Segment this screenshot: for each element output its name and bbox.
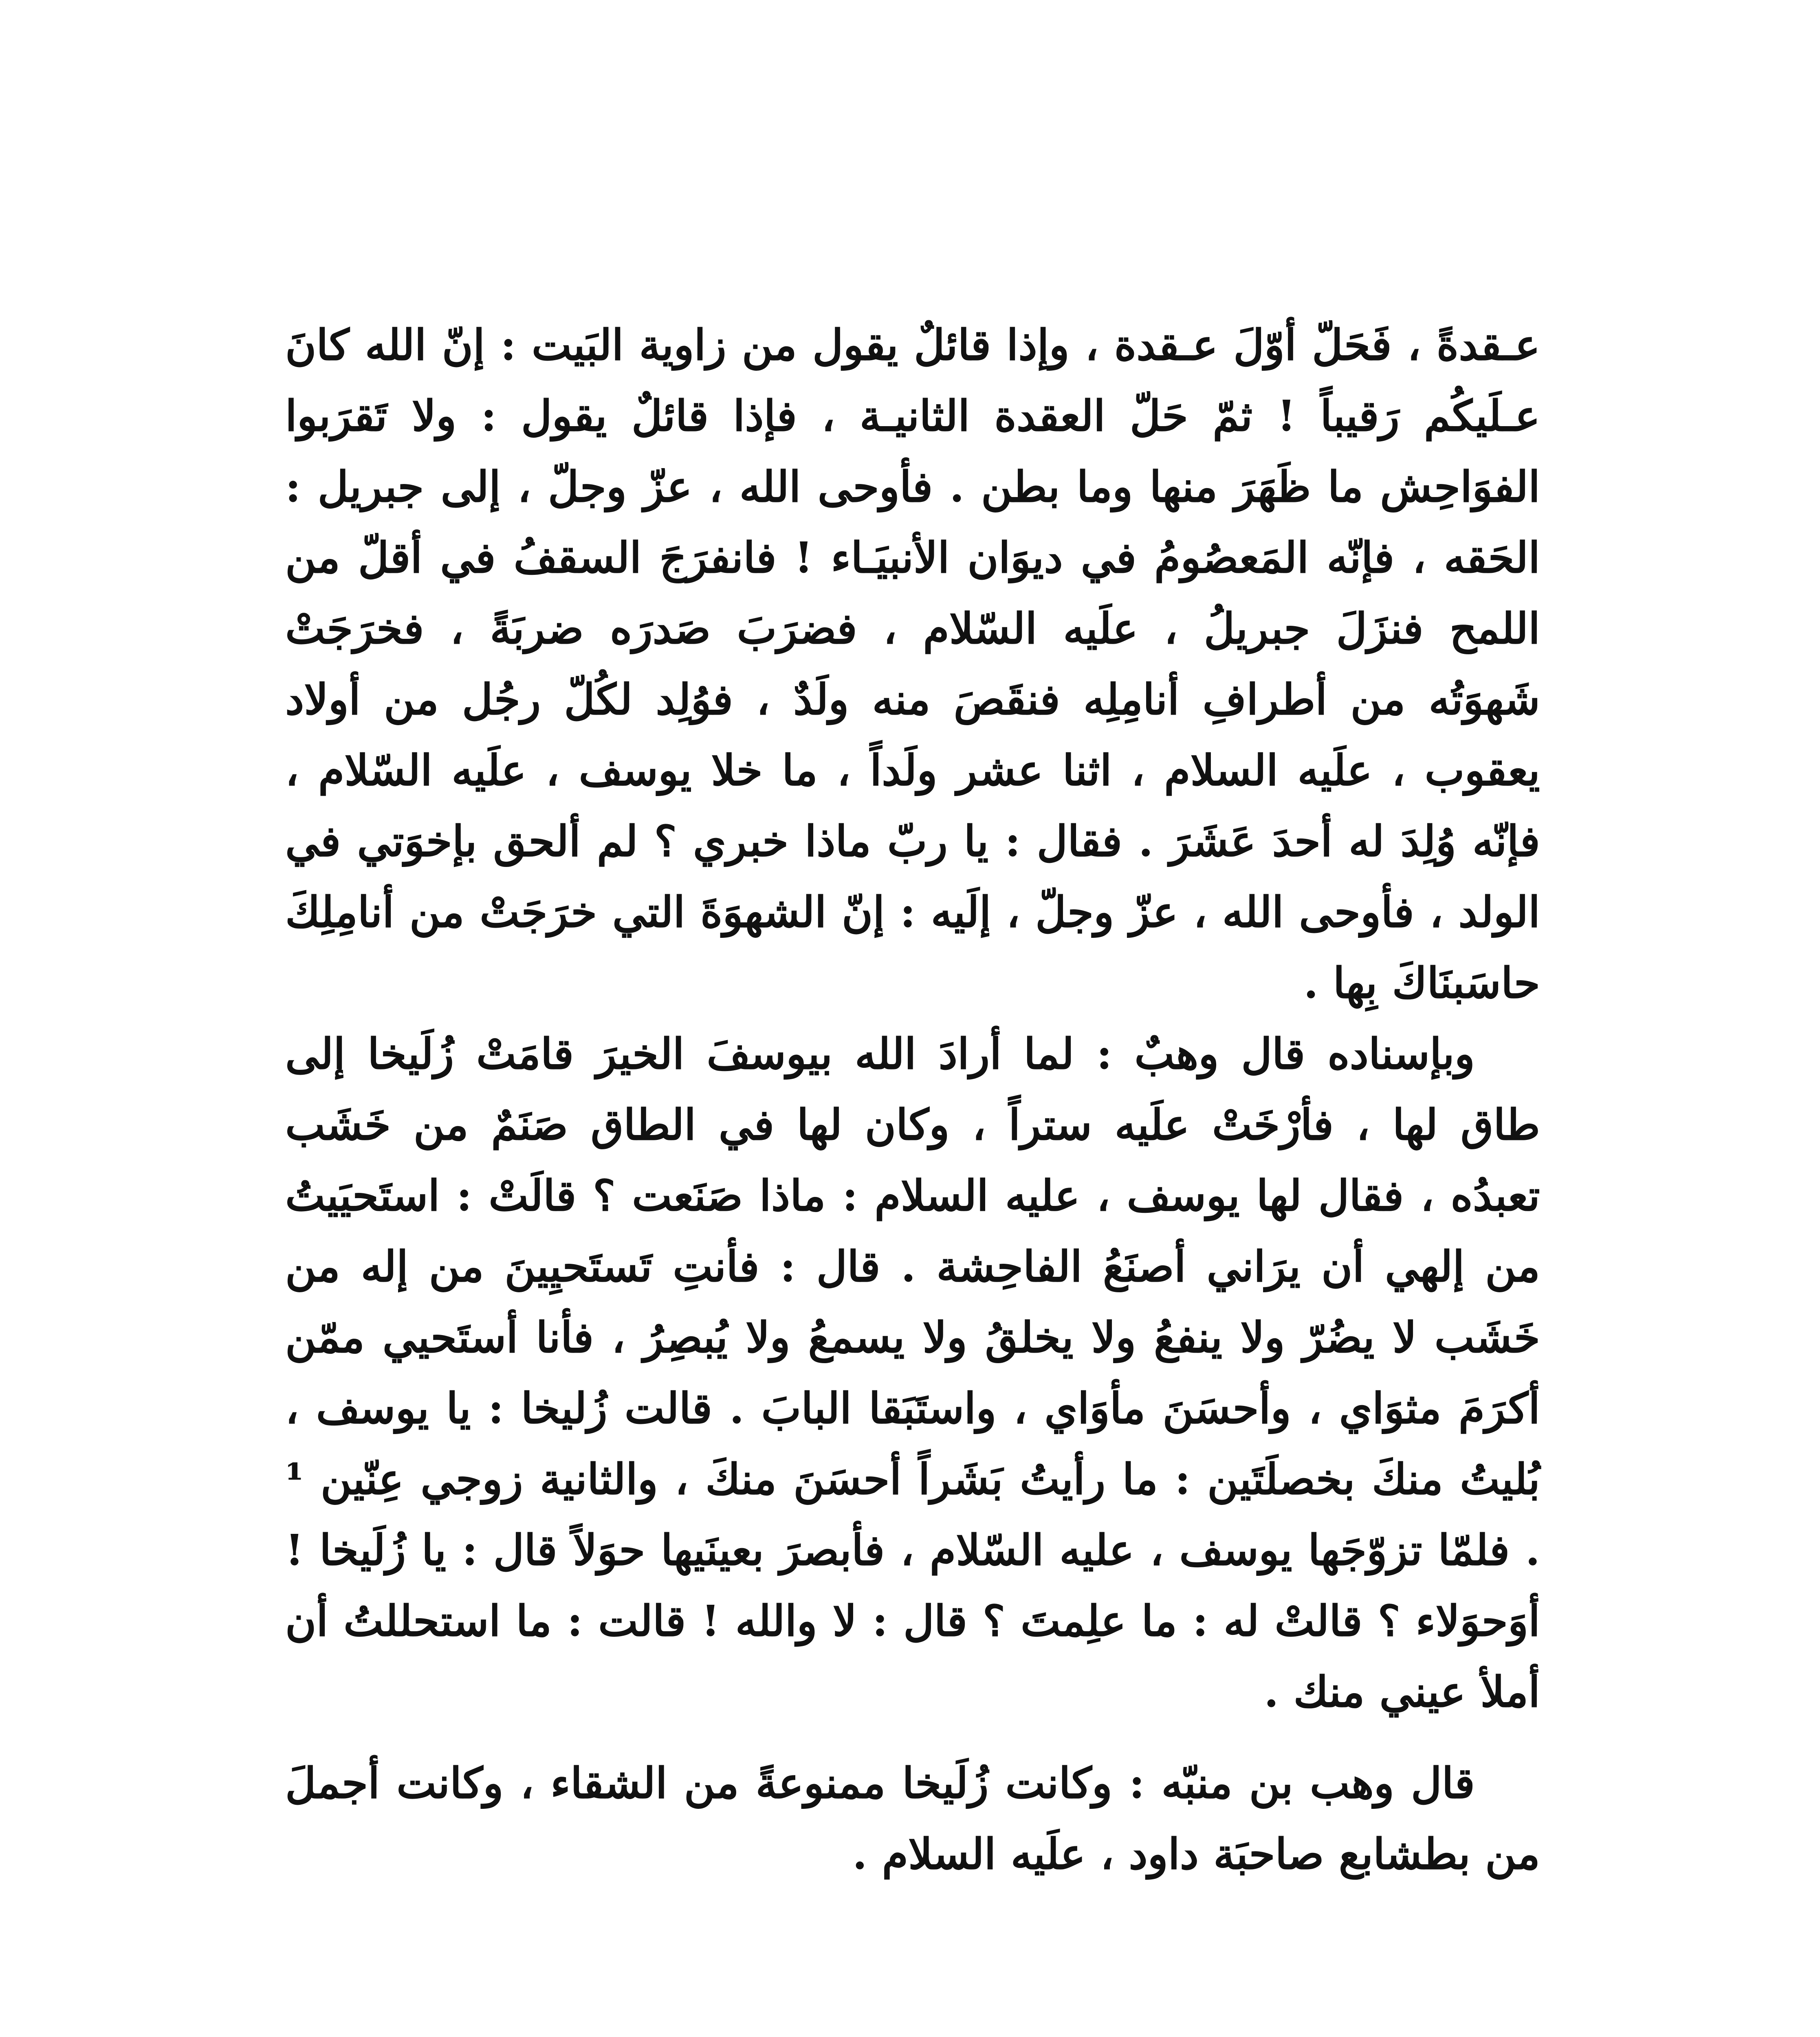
paragraph-3: قال وهب بن منبّه : وكانت زُلَيخا ممنوعةً من الشقاء ، وكانت أجملَ من بطشابع صاحبَة داود ، علَيه السلام . bbox=[285, 1758, 1540, 1879]
paragraph-2: وبإسناده قال وهبٌ : لما أرادَ الله بيوسفَ الخيرَ قامَتْ زُلَيخا إلى طاق لها ، فأرْخَتْ علَيه ستراً ، وكان لها في الطاق صَنَمٌ من خَشَب تعبدُه ، فقال لها يوسف ، عليه السلام : ماذا صَنَعت ؟ قالَتْ : استَحيَيتُ من إلهي أن يرَاني أصنَعُ الفاحِشة . قال : فأنتِ تَستَحيِينَ من إله من خَشَب لا يضُرّ ولا ينفعُ ولا يخلقُ ولا يسمعُ ولا يُبصِرُ ، فأنا أستَحيي ممّن أكرَمَ مثوَاي ، وأحسَنَ مأوَاي ، واستَبَقا البابَ . قالت زُليخا : يا يوسف ، بُليتُ منكَ بخصلَتَين : ما رأيتُ بَشَراً أحسَنَ منكَ ، والثانية زوجي عِنّين ¹ . فلمّا تزوّجَها يوسف ، عليه السّلام ، فأبصرَ بعينَيها حوَلاً قال : يا زُلَيخا ! أوَحوَلاء ؟ قالتْ له : ما علِمتَ ؟ قال : لا والله ! قالت : ما استحللتُ أن أملأ عيني منك . bbox=[285, 1029, 1540, 1717]
paragraph-1: عـقدةً ، فَحَلّ أوّلَ عـقدة ، وإذا قائلٌ يقول من زاوية البَيت : إنّ الله كانَ عـلَيكُم رَقيباً ! ثمّ حَلّ العقدة الثانيـة ، فإذا قائلٌ يقول : ولا تَقرَبوا الفوَاحِش ما ظَهَرَ منها وما بطن . فأوحى الله ، عزّ وجلّ ، إلى جبريل : الحَقه ، فإنّه المَعصُومُ في ديوَان الأنبيَـاء ! فانفرَجَ السقفُ في أقلّ من اللمح فنزَلَ جبريلُ ، علَيه السّلام ، فضرَبَ صَدرَه ضربَةً ، فخرَجَتْ شَهوَتُه من أطرافِ أنامِلِه فنقَصَ منه ولَدٌ ، فوُلِد لكُلّ رجُل من أولاد يعقوب ، علَيه السلام ، اثنا عشر ولَداً ، ما خلا يوسف ، علَيه السّلام ، فإنّه وُلِدَ له أحدَ عَشَرَ . فقال : يا ربّ ماذا خبري ؟ لم ألحق بإخوَتي في الولد ، فأوحى الله ، عزّ وجلّ ، إلَيه : إنّ الشهوَةَ التي خرَجَتْ من أنامِلِكَ حاسَبنَاكَ بِها . bbox=[285, 320, 1540, 1008]
body-text bbox=[285, 310, 1540, 1890]
